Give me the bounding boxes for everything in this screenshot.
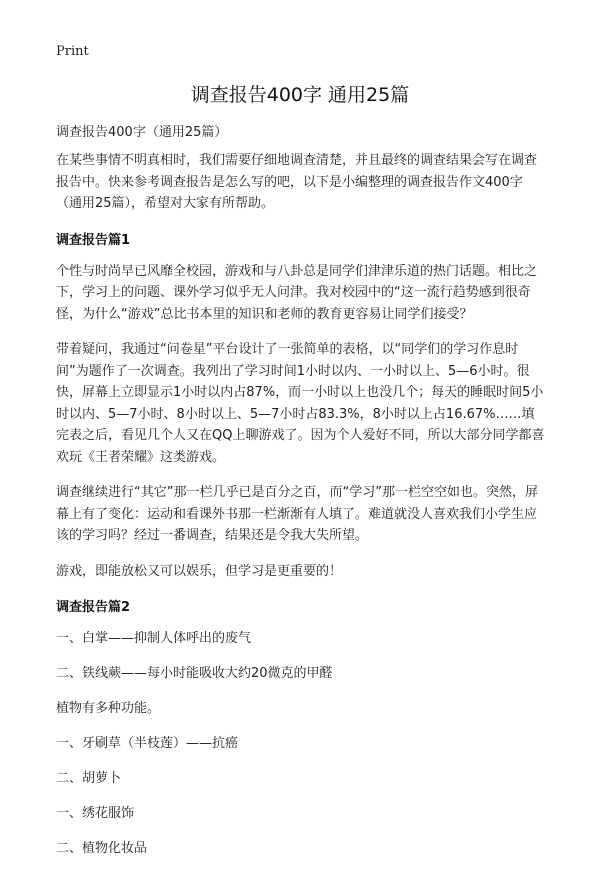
section2-line: 一、绣花服饰 xyxy=(56,806,135,821)
section1-paragraph: 调查继续进行“其它”那一栏几乎已是百分之百，而“学习”那一栏空空如也。突然，屏幕上有了变化：运动和看课外书那一栏渐渐有人填了。难道就没人喜欢我们小学生应该的学习吗？经过一番调查，结果还是令我大失所望。 xyxy=(56,485,538,543)
section2-line: 二、胡萝卜 xyxy=(56,771,122,786)
document-body xyxy=(56,150,546,873)
page-title: 调查报告400字 通用25篇 xyxy=(190,84,410,106)
section1-paragraph: 个性与时尚早已风靡全校园，游戏和与八卦总是同学们津津乐道的热门话题。相比之下，学习上的问题、课外学习似乎无人问津。我对校园中的“这一流行趋势感到很奇怪，为什么“游戏”总比书本里的知识和老师的教育更容易让同学们接受？ xyxy=(56,263,538,322)
print-link[interactable]: Print xyxy=(56,44,89,59)
section1-paragraph: 带着疑问，我通过“问卷星”平台设计了一张简单的表格，以“同学们的学习作息时间”为题作了一次调查。我列出了学习时间1小时以内、一小时以上、5—6小时。很快，屏幕上立即显示1小时以内占87%，而一小时以上也没几个；每天的睡眠时间5小时以内、5—7小时、8小时以上、5—7小时占83.3%，8小时以上占16.67%……填完表之后，看见几个人又在QQ上聊游戏了。因为个人爱好不同，所以大部分同学都喜欢玩《王者荣耀》这类游戏。 xyxy=(56,342,545,465)
section-heading-2: 调查报告篇2 xyxy=(56,600,131,615)
section2-line: 二、植物化妆品 xyxy=(56,841,148,856)
section-heading-1: 调查报告篇1 xyxy=(56,232,131,248)
section2-line: 一、牙刷草（半枝莲）——抗癌 xyxy=(56,736,239,751)
section2-line: 植物有多种功能。 xyxy=(56,701,161,716)
section1-paragraph: 游戏，即能放松又可以娱乐，但学习是更重要的！ xyxy=(56,563,343,579)
intro-paragraph: 在某些事情不明真相时，我们需要仔细地调查清楚，并且最终的调查结果会写在调查报告中。快来参考调查报告是怎么写的吧，以下是小编整理的调查报告作文400字（通用25篇），希望对大家有所帮助。 xyxy=(56,153,538,211)
section2-line: 一、白掌——抑制人体呼出的废气 xyxy=(56,631,252,646)
section2-line: 二、铁线蕨——每小时能吸收大约20微克的甲醛 xyxy=(56,666,333,681)
document-subtitle: 调查报告400字（通用25篇） xyxy=(56,125,228,140)
